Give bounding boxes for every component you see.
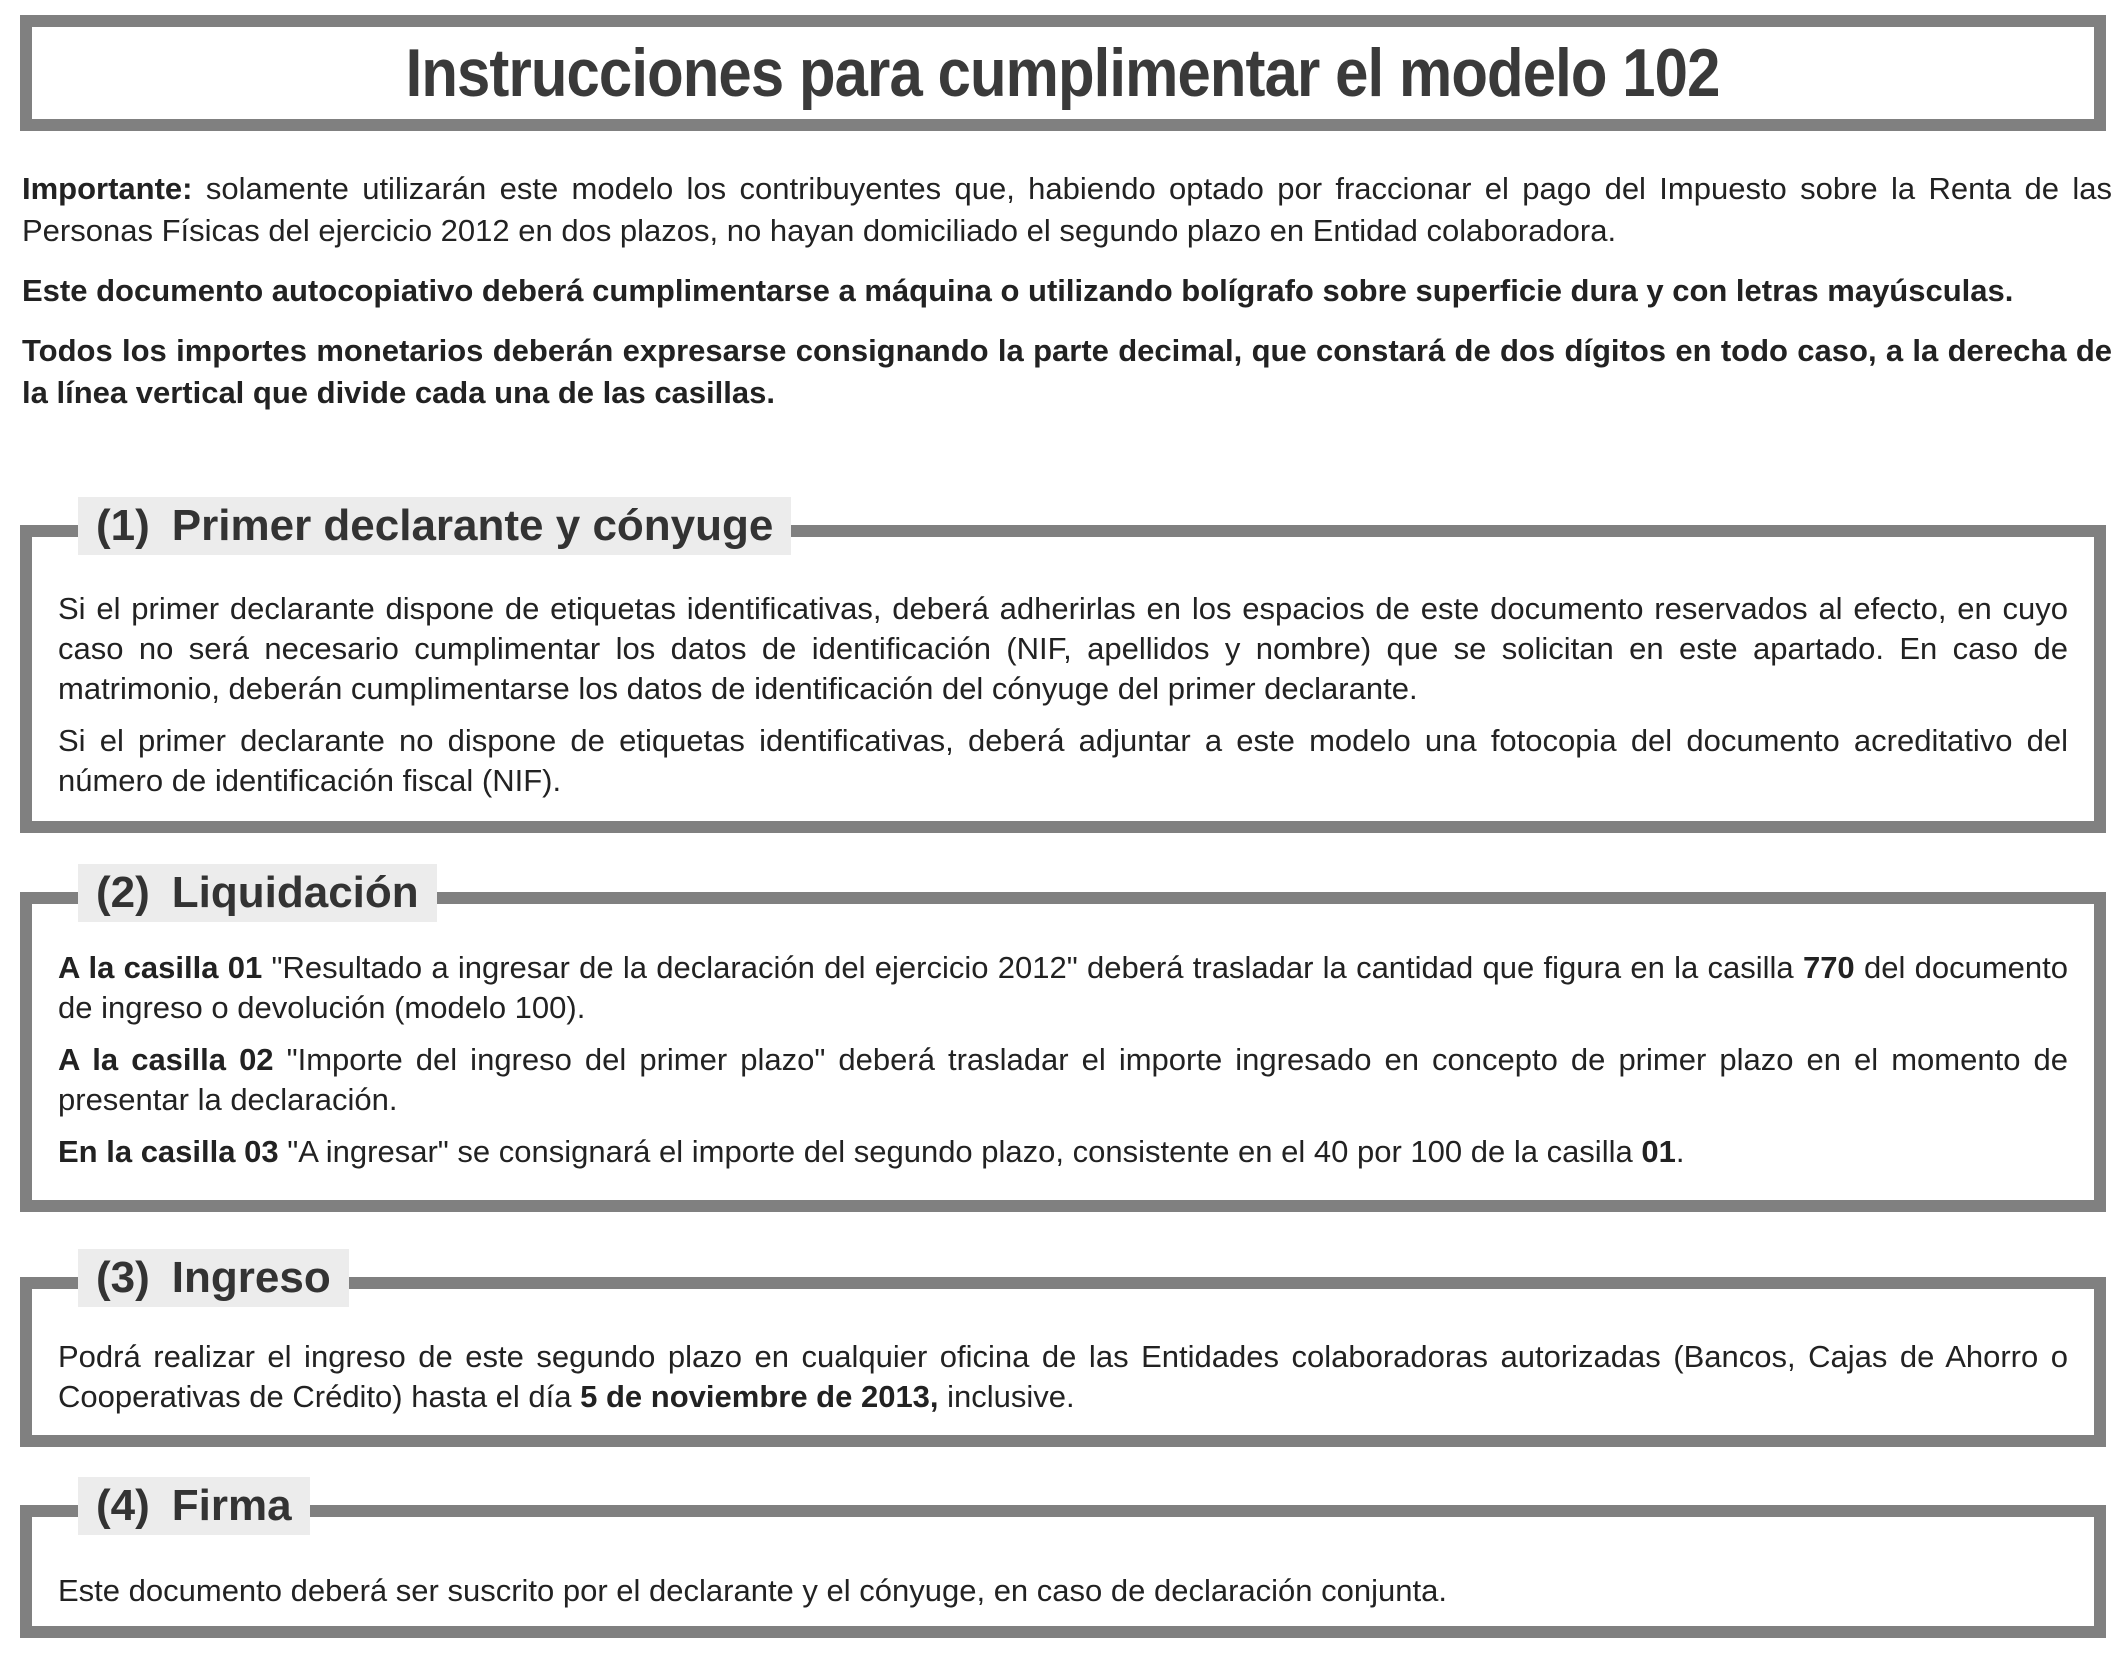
- section-1-body: [32, 589, 2094, 801]
- casilla-03-label: En la casilla 03: [58, 1134, 279, 1169]
- ingreso-deadline: 5 de noviembre de 2013,: [580, 1379, 939, 1414]
- section-3-body: [32, 1337, 2094, 1417]
- section-3-title: Ingreso: [171, 1253, 331, 1302]
- important-text: solamente utilizarán este modelo los contribuyentes que, habiendo optado por fraccionar el pago del Impuesto sobre la Renta de las Personas Físicas del ejercicio 2012 en dos plazos, no hayan domiciliado el segundo plazo en Entidad colaboradora.: [22, 171, 2112, 248]
- section-1-number: (1): [96, 501, 150, 550]
- casilla-02-text: "Importe del ingreso del primer plazo" deberá trasladar el importe ingresado en concepto de primer plazo en el momento de presentar la declaración.: [58, 1042, 2068, 1117]
- section-3-legend: [78, 1249, 349, 1307]
- casilla-03-line: [58, 1132, 2068, 1172]
- section-primer-declarante: [20, 501, 2106, 833]
- section-4-number: (4): [96, 1481, 150, 1530]
- section-2-title: Liquidación: [171, 868, 419, 917]
- ingreso-text: Podrá realizar el ingreso de este segundo plazo en cualquier oficina de las Entidades colaboradoras autorizadas (Bancos, Cajas de Ahorro o Cooperativas de Crédito) hasta el día: [58, 1339, 2068, 1414]
- section-1-paragraph-1: Si el primer declarante dispone de etiquetas identificativas, deberá adherirlas en los espacios de este documento reservados al efecto, en cuyo caso no será necesario cumplimentar los datos de identificación (NIF, apellidos y nombre) que se solicitan en este apartado. En caso de matrimonio, deberán cumplimentarse los datos de identificación del cónyuge del primer declarante.: [58, 591, 2068, 706]
- section-1-paragraph-2: Si el primer declarante no dispone de etiquetas identificativas, deberá adjuntar a este modelo una fotocopia del documento acreditativo del número de identificación fiscal (NIF).: [58, 723, 2068, 798]
- section-2-number: (2): [96, 868, 150, 917]
- section-2-legend: [78, 864, 437, 922]
- casilla-01-label: A la casilla 01: [58, 950, 263, 985]
- important-label: Importante:: [22, 171, 193, 206]
- casilla-03-text: "A ingresar" se consignará el importe del segundo plazo, consistente en el 40 por 100 de la casilla: [278, 1134, 1642, 1169]
- casilla-01-text-end: del documento de ingreso o devolución (modelo 100).: [58, 950, 2068, 1025]
- casilla-01-text: "Resultado a ingresar de la declaración del ejercicio 2012" deberá trasladar la cantidad que figura en la casilla: [262, 950, 1803, 985]
- ingreso-text-end: inclusive.: [938, 1379, 1075, 1414]
- section-liquidacion: [20, 868, 2106, 1212]
- section-1-legend: [78, 497, 791, 555]
- casilla-02-label: A la casilla 02: [58, 1042, 274, 1077]
- page-title: Instrucciones para cumplimentar el modelo 102: [406, 35, 1720, 111]
- section-firma: [20, 1481, 2106, 1638]
- casilla-770-ref: 770: [1802, 950, 1855, 985]
- section-1-title: Primer declarante y cónyuge: [171, 501, 774, 550]
- intro-amounts: [22, 330, 2112, 414]
- casilla-01-ref: 01: [1641, 1134, 1676, 1169]
- casilla-02-line: [58, 1040, 2068, 1120]
- casilla-03-text-end: .: [1675, 1134, 1685, 1169]
- casilla-01-line: [58, 948, 2068, 1028]
- intro-autocopy: [22, 270, 2112, 312]
- section-4-legend: [78, 1477, 310, 1535]
- intro-block: [22, 168, 2112, 432]
- intro-important: [22, 168, 2112, 252]
- autocopy-text: Este documento autocopiativo deberá cumplimentarse a máquina o utilizando bolígrafo sobre superficie dura y con letras mayúsculas.: [22, 273, 2014, 308]
- section-4-body: [32, 1571, 2094, 1611]
- section-ingreso: [20, 1253, 2106, 1447]
- section-4-title: Firma: [171, 1481, 292, 1530]
- section-3-number: (3): [96, 1253, 150, 1302]
- amounts-text: Todos los importes monetarios deberán expresarse consignando la parte decimal, que constará de dos dígitos en todo caso, a la derecha de la línea vertical que divide cada una de las casillas.: [22, 333, 2112, 410]
- section-2-body: [32, 948, 2094, 1172]
- title-box: [20, 15, 2106, 131]
- section-4-paragraph: Este documento deberá ser suscrito por el declarante y el cónyuge, en caso de declaración conjunta.: [58, 1573, 1447, 1608]
- section-3-paragraph: [58, 1337, 2068, 1417]
